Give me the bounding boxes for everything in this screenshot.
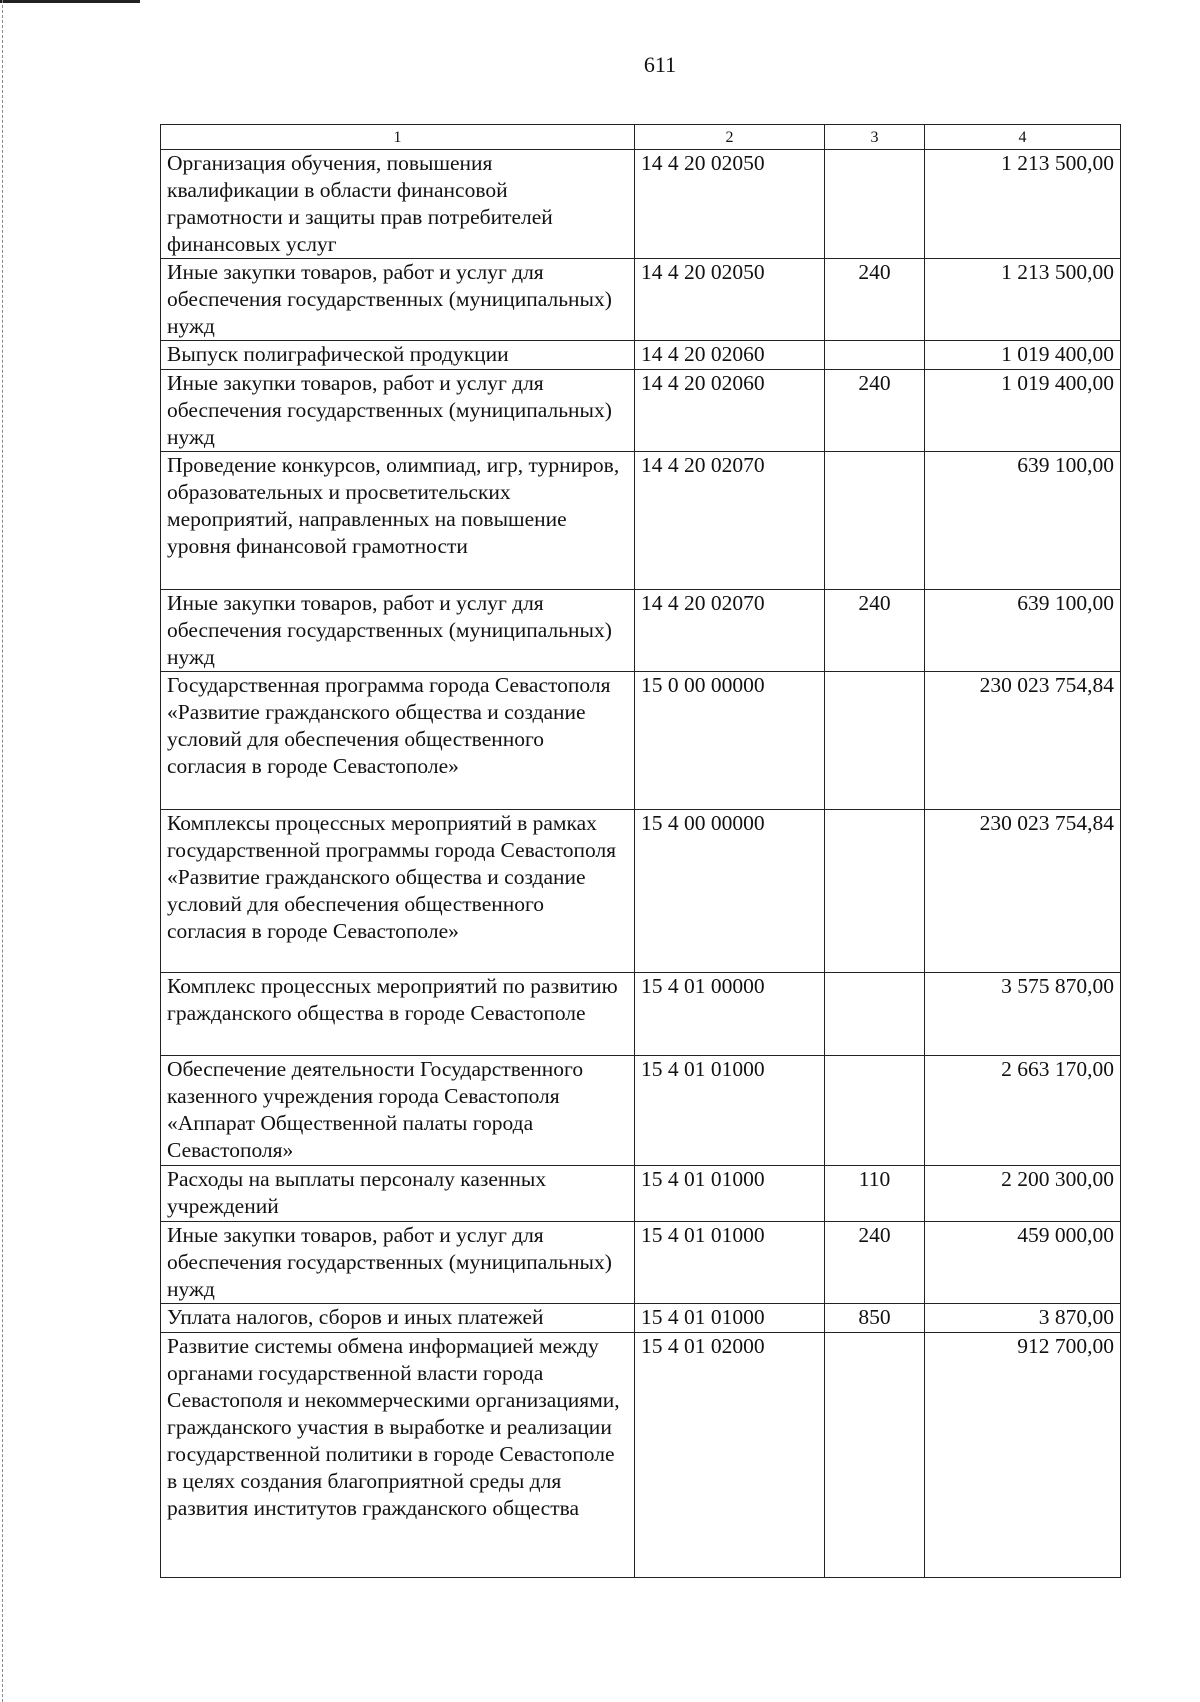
row-code: 15 4 01 02000 xyxy=(635,1333,825,1578)
row-name: Иные закупки товаров, работ и услуг для обеспечения государственных (муниципальных) нужд xyxy=(161,1222,635,1304)
table-row xyxy=(161,590,1121,672)
row-amount: 3 870,00 xyxy=(925,1304,1121,1333)
row-amount: 639 100,00 xyxy=(925,452,1121,590)
row-type xyxy=(825,810,925,973)
column-header-4: 4 xyxy=(925,125,1121,150)
row-amount: 230 023 754,84 xyxy=(925,672,1121,810)
table-row xyxy=(161,341,1121,370)
row-name: Развитие системы обмена информацией между органами государственной власти города Севастополя и некоммерческими организациями, гражданского участия в выработке и реализации государственной политики в городе Севастополе в целях создания благоприятной среды для развития институтов гражданского общества xyxy=(161,1333,635,1578)
row-code: 14 4 20 02070 xyxy=(635,452,825,590)
column-header-2: 2 xyxy=(635,125,825,150)
row-amount: 639 100,00 xyxy=(925,590,1121,672)
row-type xyxy=(825,1333,925,1578)
row-code: 14 4 20 02050 xyxy=(635,150,825,259)
row-type: 240 xyxy=(825,370,925,452)
row-type xyxy=(825,973,925,1056)
row-name: Государственная программа города Севастополя «Развитие гражданского общества и создание условий для обеспечения общественного согласия в городе Севастополе» xyxy=(161,672,635,810)
row-amount: 2 200 300,00 xyxy=(925,1166,1121,1222)
row-type: 110 xyxy=(825,1166,925,1222)
table-row xyxy=(161,259,1121,341)
scan-edge xyxy=(2,0,3,1702)
row-name: Проведение конкурсов, олимпиад, игр, турниров, образовательных и просветительских мероприятий, направленных на повышение уровня финансовой грамотности xyxy=(161,452,635,590)
row-code: 15 4 01 01000 xyxy=(635,1056,825,1166)
row-code: 14 4 20 02060 xyxy=(635,341,825,370)
row-name: Выпуск полиграфической продукции xyxy=(161,341,635,370)
row-name: Комплекс процессных мероприятий по развитию гражданского общества в городе Севастополе xyxy=(161,973,635,1056)
budget-table xyxy=(160,124,1121,1578)
row-type xyxy=(825,341,925,370)
row-name: Расходы на выплаты персоналу казенных учреждений xyxy=(161,1166,635,1222)
row-amount: 1 213 500,00 xyxy=(925,259,1121,341)
row-code: 15 4 01 00000 xyxy=(635,973,825,1056)
column-header-1: 1 xyxy=(161,125,635,150)
table-row xyxy=(161,1166,1121,1222)
row-type: 240 xyxy=(825,590,925,672)
row-code: 15 4 01 01000 xyxy=(635,1222,825,1304)
row-amount: 1 019 400,00 xyxy=(925,370,1121,452)
page-number: 611 xyxy=(643,52,677,77)
row-code: 15 0 00 00000 xyxy=(635,672,825,810)
table-row xyxy=(161,810,1121,973)
row-amount: 459 000,00 xyxy=(925,1222,1121,1304)
row-type: 240 xyxy=(825,259,925,341)
row-type xyxy=(825,1056,925,1166)
table-row xyxy=(161,150,1121,259)
row-amount: 3 575 870,00 xyxy=(925,973,1121,1056)
row-amount: 1 213 500,00 xyxy=(925,150,1121,259)
row-amount: 1 019 400,00 xyxy=(925,341,1121,370)
table-row xyxy=(161,1222,1121,1304)
row-code: 15 4 01 01000 xyxy=(635,1304,825,1333)
table-row xyxy=(161,672,1121,810)
row-name: Уплата налогов, сборов и иных платежей xyxy=(161,1304,635,1333)
row-type: 850 xyxy=(825,1304,925,1333)
row-amount: 230 023 754,84 xyxy=(925,810,1121,973)
table-row xyxy=(161,1333,1121,1578)
row-amount: 912 700,00 xyxy=(925,1333,1121,1578)
row-type xyxy=(825,150,925,259)
row-name: Комплексы процессных мероприятий в рамках государственной программы города Севастополя «Развитие гражданского общества и создание условий для обеспечения общественного согласия в городе Севастополе» xyxy=(161,810,635,973)
row-name: Обеспечение деятельности Государственного казенного учреждения города Севастополя «Аппарат Общественной палаты города Севастополя» xyxy=(161,1056,635,1166)
row-amount: 2 663 170,00 xyxy=(925,1056,1121,1166)
row-name: Организация обучения, повышения квалификации в области финансовой грамотности и защиты прав потребителей финансовых услуг xyxy=(161,150,635,259)
row-name: Иные закупки товаров, работ и услуг для обеспечения государственных (муниципальных) нужд xyxy=(161,370,635,452)
row-code: 14 4 20 02060 xyxy=(635,370,825,452)
row-name: Иные закупки товаров, работ и услуг для обеспечения государственных (муниципальных) нужд xyxy=(161,590,635,672)
row-code: 15 4 00 00000 xyxy=(635,810,825,973)
row-type: 240 xyxy=(825,1222,925,1304)
scan-mark xyxy=(0,0,140,3)
row-code: 14 4 20 02070 xyxy=(635,590,825,672)
table-row xyxy=(161,370,1121,452)
table-row xyxy=(161,973,1121,1056)
row-type xyxy=(825,452,925,590)
table-row xyxy=(161,1304,1121,1333)
row-type xyxy=(825,672,925,810)
row-code: 14 4 20 02050 xyxy=(635,259,825,341)
row-code: 15 4 01 01000 xyxy=(635,1166,825,1222)
table-row xyxy=(161,1056,1121,1166)
table-row xyxy=(161,452,1121,590)
row-name: Иные закупки товаров, работ и услуг для обеспечения государственных (муниципальных) нужд xyxy=(161,259,635,341)
table-header-row xyxy=(161,125,1121,150)
column-header-3: 3 xyxy=(825,125,925,150)
